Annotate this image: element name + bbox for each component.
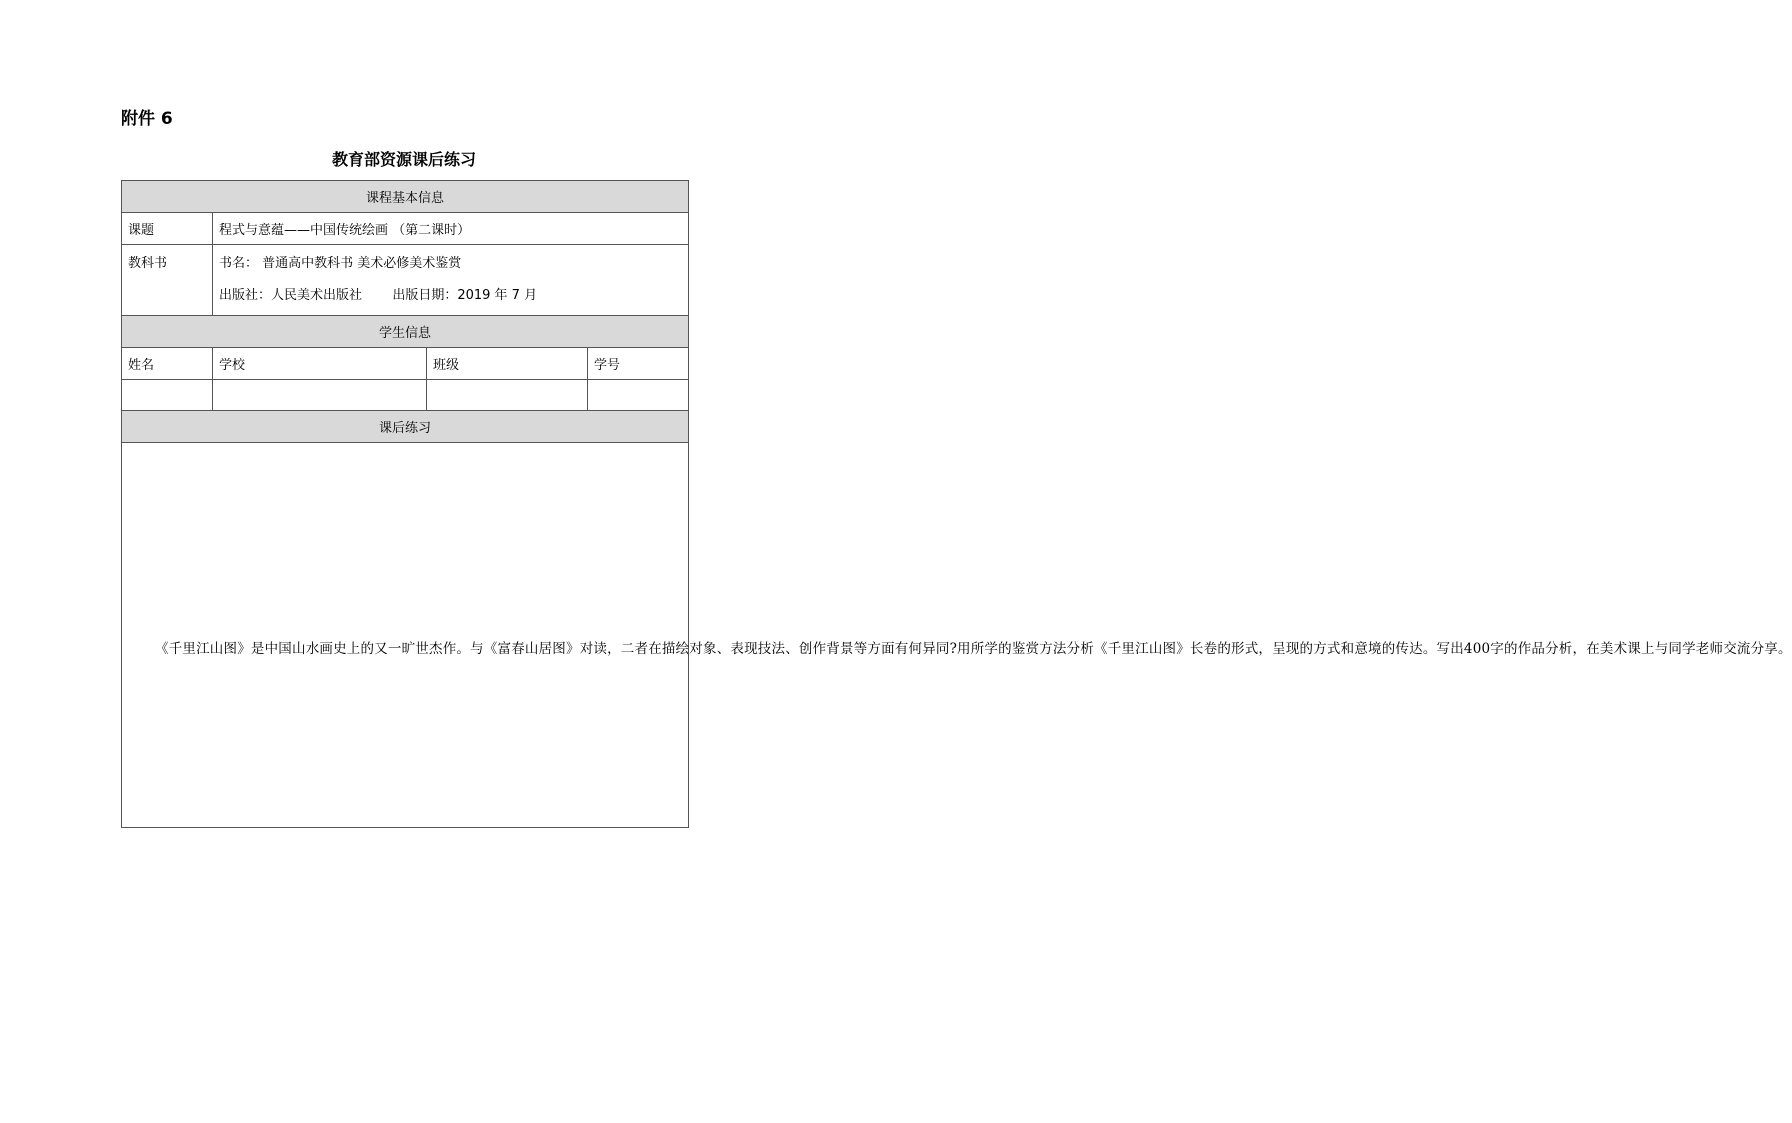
textbook-label: 教科书 [122, 245, 213, 316]
publisher-value: 人民美术出版社 [271, 288, 363, 303]
section-student-info: 学生信息 [122, 316, 689, 348]
school-label: 学校 [213, 348, 427, 380]
book-name-value: 普通高中教科书 美术必修美术鉴赏 [262, 256, 462, 271]
publish-date-label: 出版日期： [392, 288, 458, 303]
publisher-line [219, 280, 682, 312]
exercise-area[interactable] [122, 443, 1792, 828]
publisher-label: 出版社： [219, 288, 272, 303]
exercise-form-table [121, 180, 1792, 828]
book-name-label: 书名： [219, 256, 259, 271]
section-after-class: 课后练习 [122, 411, 689, 443]
book-name-line [219, 248, 682, 280]
topic-label: 课题 [122, 213, 213, 245]
document-title: 教育部资源课后练习 [331, 150, 476, 169]
class-field[interactable] [427, 380, 588, 411]
textbook-info [213, 245, 689, 316]
exercise-prompt: 《千里江山图》是中国山水画史上的又一旷世杰作。与《富春山居图》对读，二者在描绘对象、表现技法、创作背景等方面有何异同?用所学的鉴赏方法分析《千里江山图》长卷的形式，呈现的方式和意境的传达。写出400字的作品分析，在美术课上与同学老师交流分享。 [155, 641, 1792, 658]
student-id-field[interactable] [588, 380, 689, 411]
school-field[interactable] [213, 380, 427, 411]
section-course-info: 课程基本信息 [122, 181, 689, 213]
publish-date-value: 2019 年 7 月 [457, 288, 538, 303]
name-label: 姓名 [122, 348, 213, 380]
attachment-label: 附件 6 [121, 109, 173, 129]
name-field[interactable] [122, 380, 213, 411]
class-label: 班级 [427, 348, 588, 380]
student-id-label: 学号 [588, 348, 689, 380]
topic-value: 程式与意蕴——中国传统绘画 （第二课时） [213, 213, 689, 245]
